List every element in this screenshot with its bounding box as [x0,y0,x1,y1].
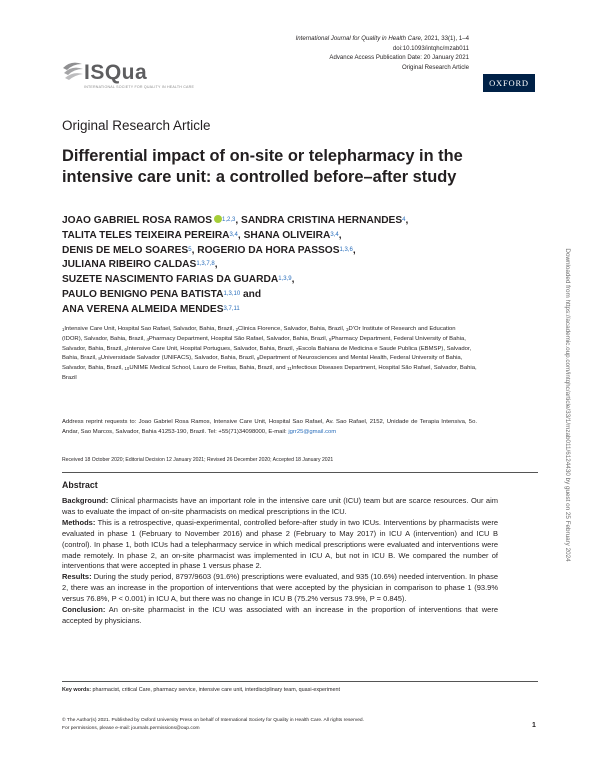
download-side-note: Downloaded from https://academic.oup.com/intqhc/article/33/1/mzab011/6124430 by guest on 25 February 2024 [564,248,571,562]
section-label: Original Research Article [62,118,211,133]
author-affil-sup: 1,3,9 [278,276,292,283]
results-label: Results: [62,572,92,582]
author-name[interactable]: TALITA TELES TEIXEIRA PEREIRA [62,229,230,241]
author-list [62,214,482,318]
author-name[interactable]: PAULO BENIGNO PENA BATISTA [62,288,224,300]
doi[interactable]: doi:10.1093/intqhc/mzab011 [392,44,469,52]
orcid-icon[interactable] [214,215,222,223]
background-label: Background: [62,496,109,505]
author-affil-sup: 3,7,11 [223,305,240,312]
author-affil-sup: 3,4 [330,231,339,238]
affil-text: Escola Bahiana de Medicina e Saude Publica (EBMSP), Salvador, Bahia, Brazil, [62,345,472,362]
background-text: Clinical pharmacists have an important role in the intensive care unit (ICU) team but are scarce resources. Our aim was to evaluate the impact of on-site pharmacists on medical prescriptions in the ICU. [62,496,498,516]
abstract-divider-top [62,472,538,473]
abstract-background [62,496,498,518]
author-name[interactable]: SANDRA CRISTINA HERNANDES [241,215,403,226]
author-sep: , [405,215,409,226]
copyright [62,717,502,734]
author-affil-sup: 1,3,7,8 [196,261,215,268]
affil-num: 6 [124,346,127,352]
author-sep: , [214,259,218,271]
keywords [62,687,502,693]
methods-text: This is a retrospective, quasi-experimental, controlled before-after study in two ICUs. Interventions by pharmacists were evaluated in phase 1 (February to November 2016) and phase 2 (February to May 2017) in ICU A (intervention) and ICU B (control). In phase 1, both ICUs had a telepharmacy service in which medical prescriptions were evaluated and interventions were made remotely. In phase 2, an on-site pharmacist was implemented in ICU A, but not in ICU B. We compared the number of interventions that were accepted in phase 1 versus phase 2. [62,517,498,571]
abstract-results [62,572,498,605]
affil-num: 10 [124,366,130,372]
abstract-heading: Abstract [62,480,98,490]
copyright-line: © The Author(s) 2021. Published by Oxford University Press on behalf of International Society for Quality in Health Care. All rights reserved. [62,718,364,723]
author-affil-sup: 5 [188,246,192,253]
author-name[interactable]: JULIANA RIBEIRO CALDAS [62,259,197,271]
journal-citation: , 2021, 33(1), 1–4 [420,35,469,42]
abstract-body [62,496,498,627]
author-sep: , [191,244,198,256]
affil-num: 11 [287,366,292,372]
abstract-methods [62,518,498,573]
affiliations [62,325,477,384]
keywords-text: pharmacist, critical Care, pharmacy service, intensive care unit, interdisciplinary team, quasi-experiment [91,687,341,693]
author-affil-sup: 3,4 [229,231,238,238]
page-number: 1 [532,722,536,729]
address-text: Address reprint requests to: Joao Gabriel Rosa Ramos, Intensive Care Unit, Hospital Sao Rafael, Av. Sao Rafael, 2152, Unidade de Terapia Intensiva, 5o. Andar, Sao Marcos, Salvador, Bahia 41253-190, Brazil. Tel: +55(71)34098000, E-mail: [62,419,477,435]
email-link[interactable]: jgrr25@gmail.com [288,428,337,435]
affil-text: Clinica Florence, Salvador, Bahia, Brazil, [238,326,347,332]
logo-wordmark: ISQua [84,61,148,84]
results-text: During the study period, 8797/9603 (91.6%) prescriptions were evaluated, and 935 (10.6%) needed intervention. In phase 2, there was an increase in the proportion of interventions that were accepted by the physician in comparison to phase 1 (93.9% versus 76.8%, P < 0.001) in ICU A, but there was no change in ICU B (75.2% versus 73.9%, P = 0.845). [62,572,498,604]
affil-text: Intensive Care Unit, Hospital Portugues, Salvador, Bahia, Brazil, [126,345,296,352]
isqua-logo [62,58,195,94]
abstract-conclusion [62,605,498,627]
affil-num: 3 [346,327,349,332]
affil-text: Pharmacy Department, Hospital São Rafael, Salvador, Bahia, Brazil, [148,335,329,342]
author-affil-sup: 4 [402,217,406,223]
correspondence-address [62,418,477,438]
affil-text: Infectious Diseases Department, Hospital São Rafael, Salvador, Bahia, Brazil [62,365,477,381]
history-dates: Received 18 October 2020; Editorial Decision 12 January 2021; Revised 26 December 2020; Accepted 18 January 2021 [62,457,334,463]
affil-text: Pharmacy Department, Federal University of Bahia, Salvador, Bahia, Brazil, [62,335,466,352]
isqua-bird-icon [62,58,84,84]
abstract-divider-bottom [62,681,538,682]
oxford-badge[interactable]: OXFORD [483,74,535,92]
keywords-label: Key words: [62,687,92,693]
author-sep: , [291,274,295,286]
journal-meta [296,34,469,72]
author-name[interactable]: ANA VERENA ALMEIDA MENDES [62,303,224,315]
conclusion-label: Conclusion: [62,605,106,615]
methods-label: Methods: [62,517,96,527]
affil-num: 4 [146,336,149,342]
affil-text: UNIME Medical School, Lauro de Freitas, Bahia, Brazil, and [129,365,288,372]
affil-text: Department of Neurosciences and Mental Health, Federal University of Bahia, Salvador, Bahia, Brazil, [62,355,463,372]
journal-title[interactable]: International Journal for Quality in Health Care [295,35,421,42]
author-name[interactable]: ROGERIO DA HORA PASSOS [197,244,340,256]
affil-num: 8 [98,356,101,362]
affil-text: Intensive Care Unit, Hospital Sao Rafael, Salvador, Bahia, Brazil, [64,326,236,332]
author-name[interactable]: DENIS DE MELO SOARES [62,244,189,256]
author-name[interactable]: SUZETE NASCIMENTO FARIAS DA GUARDA [62,274,279,286]
affil-num: 7 [295,346,299,352]
permissions-line: For permissions, please e-mail: journals.permissions@oup.com [62,726,200,732]
author-affil-sup: 1,2,3 [222,217,236,223]
author-sep: , [352,244,356,256]
author-sep: , [237,229,244,241]
author-affil-sup: 1,3,10 [223,290,241,297]
author-affil-sup: 1,3,6 [339,246,353,253]
author-sep: and [240,288,262,300]
affil-num: 1 [62,327,65,332]
affil-text: D’Or Institute of Research and Education (IDOR), Salvador, Bahia, Brazil, [62,326,456,342]
author-name[interactable]: SHANA OLIVEIRA [243,229,331,241]
affil-num: 9 [256,356,260,362]
advance-access-date: Advance Access Publication Date: 20 January 2021 [329,54,469,62]
article-title: Differential impact of on-site or telepharmacy in the intensive care unit: a controlled before–after study [62,147,463,186]
logo-tagline: INTERNATIONAL SOCIETY FOR QUALITY IN HEALTH CARE [84,85,195,89]
affil-num: 2 [235,327,239,332]
affil-num: 5 [328,336,332,342]
conclusion-text: An on-site pharmacist in the ICU was associated with an increase in the proportion of interventions that were accepted by physicians. [62,605,498,625]
author-name[interactable]: JOAO GABRIEL ROSA RAMOS [62,215,212,226]
author-sep: , [235,215,242,226]
affil-text: Universidade Salvador (UNIFACS), Salvador, Bahia, Brazil, [100,355,257,362]
author-sep: , [338,229,342,241]
article-type-header: Original Research Article [401,63,469,71]
